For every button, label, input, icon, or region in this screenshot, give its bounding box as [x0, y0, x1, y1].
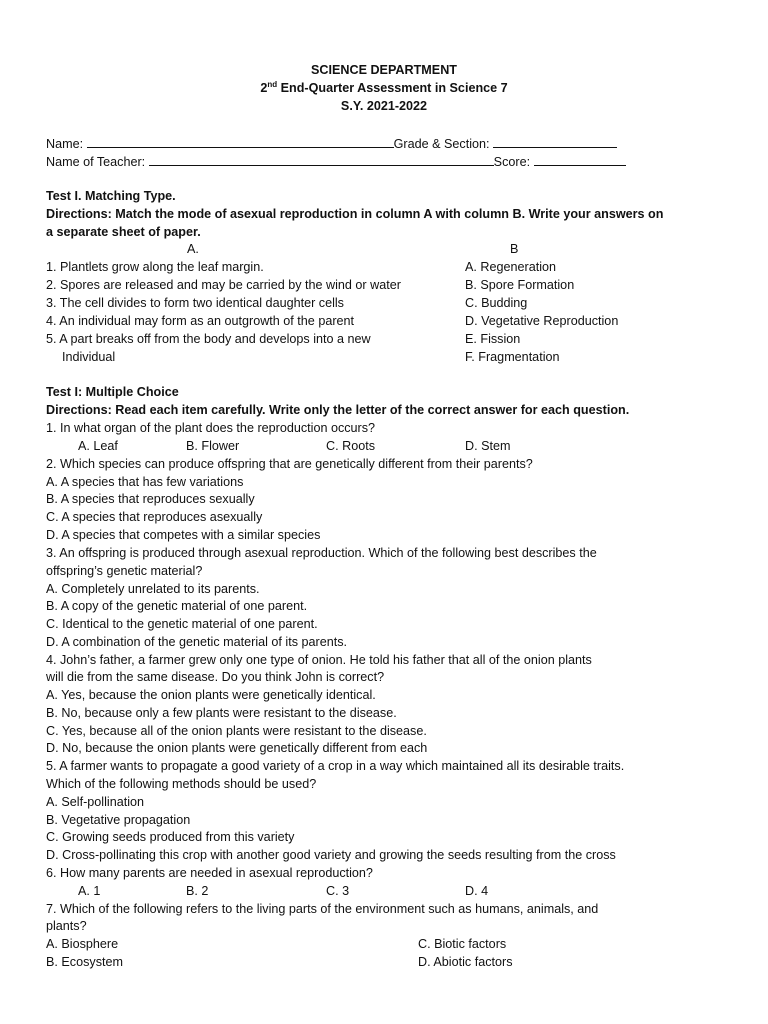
exam-title [0, 80, 768, 98]
name-label: Name: [46, 137, 84, 151]
q1-choice-d: D. Stem [465, 439, 511, 453]
q3-choice-c: C. Identical to the genetic material of one parent. [46, 617, 318, 631]
score-field[interactable] [534, 152, 626, 166]
column-b-header: B [510, 242, 519, 256]
q7-choice-a: A. Biosphere [46, 937, 119, 951]
grade-section-field[interactable] [493, 134, 617, 148]
teacher-row [46, 152, 626, 172]
title-number: 2 [260, 81, 268, 95]
q6-choice-a: A. 1 [78, 884, 101, 898]
title-rest: End-Quarter Assessment in Science 7 [277, 81, 508, 95]
score-label: Score: [493, 155, 531, 169]
q1-choice-c: C. Roots [326, 439, 375, 453]
test2-title: Test I: Multiple Choice [46, 385, 179, 399]
q6-choice-d: D. 4 [465, 884, 489, 898]
question-5-line2: Which of the following methods should be used? [46, 777, 317, 791]
question-2: 2. Which species can produce offspring that are genetically different from their parents? [46, 457, 533, 471]
q7-choice-c: C. Biotic factors [418, 937, 507, 951]
q7-choice-b: B. Ecosystem [46, 955, 123, 969]
matching-item-b: A. Regeneration [465, 260, 557, 274]
matching-item-a: 1. Plantlets grow along the leaf margin. [46, 260, 264, 274]
test1-directions-line1: Directions: Match the mode of asexual reproduction in column A with column B. Write your answers on [46, 207, 664, 221]
q4-choice-c: C. Yes, because all of the onion plants were resistant to the disease. [46, 724, 427, 738]
matching-item-a: 3. The cell divides to form two identical daughter cells [46, 296, 344, 310]
test1-directions-line2: a separate sheet of paper. [46, 225, 201, 239]
department-heading: SCIENCE DEPARTMENT [310, 63, 457, 77]
q2-choice-b: B. A species that reproduces sexually [46, 492, 255, 506]
matching-item-a-continued: Individual [62, 350, 116, 364]
q5-choice-d: D. Cross-pollinating this crop with another good variety and growing the seeds resulting from the cross [46, 848, 616, 862]
column-a-header: A. [187, 242, 199, 256]
test1-title: Test I. Matching Type. [46, 189, 176, 203]
q1-choice-a: A. Leaf [78, 439, 118, 453]
matching-item-a: 4. An individual may form as an outgrowth of the parent [46, 314, 355, 328]
question-7-line2: plants? [46, 919, 87, 933]
q2-choice-d: D. A species that competes with a similar species [46, 528, 321, 542]
q3-choice-a: A. Completely unrelated to its parents. [46, 582, 260, 596]
q1-choice-b: B. Flower [186, 439, 240, 453]
q3-choice-d: D. A combination of the genetic material of its parents. [46, 635, 348, 649]
matching-item-b: B. Spore Formation [465, 278, 575, 292]
q5-choice-b: B. Vegetative propagation [46, 813, 191, 827]
school-year: S.Y. 2021-2022 [340, 99, 428, 113]
q5-choice-c: C. Growing seeds produced from this variety [46, 830, 295, 844]
q5-choice-a: A. Self-pollination [46, 795, 145, 809]
teacher-field[interactable] [149, 152, 494, 166]
matching-item-a: 2. Spores are released and may be carried by the wind or water [46, 278, 401, 292]
q3-choice-b: B. A copy of the genetic material of one parent. [46, 599, 308, 613]
q6-choice-b: B. 2 [186, 884, 209, 898]
question-5-line1: 5. A farmer wants to propagate a good variety of a crop in a way which maintained all its desirable traits. [46, 759, 625, 773]
q4-choice-b: B. No, because only a few plants were resistant to the disease. [46, 706, 397, 720]
matching-item-a: 5. A part breaks off from the body and develops into a new [46, 332, 371, 346]
matching-item-b: F. Fragmentation [465, 350, 560, 364]
q7-choice-d: D. Abiotic factors [418, 955, 513, 969]
question-7-line1: 7. Which of the following refers to the living parts of the environment such as humans, animals, and [46, 902, 599, 916]
question-4-line2: will die from the same disease. Do you think John is correct? [46, 670, 385, 684]
question-6: 6. How many parents are needed in asexual reproduction? [46, 866, 373, 880]
q4-choice-a: A. Yes, because the onion plants were genetically identical. [46, 688, 376, 702]
q6-choice-c: C. 3 [326, 884, 350, 898]
title-superscript: nd [267, 80, 278, 89]
q2-choice-c: C. A species that reproduces asexually [46, 510, 263, 524]
matching-item-b: D. Vegetative Reproduction [465, 314, 619, 328]
question-1: 1. In what organ of the plant does the reproduction occurs? [46, 421, 376, 435]
test2-directions: Directions: Read each item carefully. Write only the letter of the correct answer for each question. [46, 403, 630, 417]
matching-item-b: E. Fission [465, 332, 521, 346]
teacher-label: Name of Teacher: [46, 155, 146, 169]
grade-section-label: Grade & Section: [393, 137, 490, 151]
q2-choice-a: A. A species that has few variations [46, 475, 244, 489]
name-row [46, 134, 617, 154]
question-3-line1: 3. An offspring is produced through asexual reproduction. Which of the following best describes the [46, 546, 597, 560]
name-field[interactable] [87, 134, 394, 148]
question-4-line1: 4. John’s father, a farmer grew only one type of onion. He told his father that all of the onion plants [46, 653, 592, 667]
q4-choice-d: D. No, because the onion plants were genetically different from each [46, 741, 428, 755]
matching-item-b: C. Budding [465, 296, 528, 310]
question-3-line2: offspring’s genetic material? [46, 564, 203, 578]
